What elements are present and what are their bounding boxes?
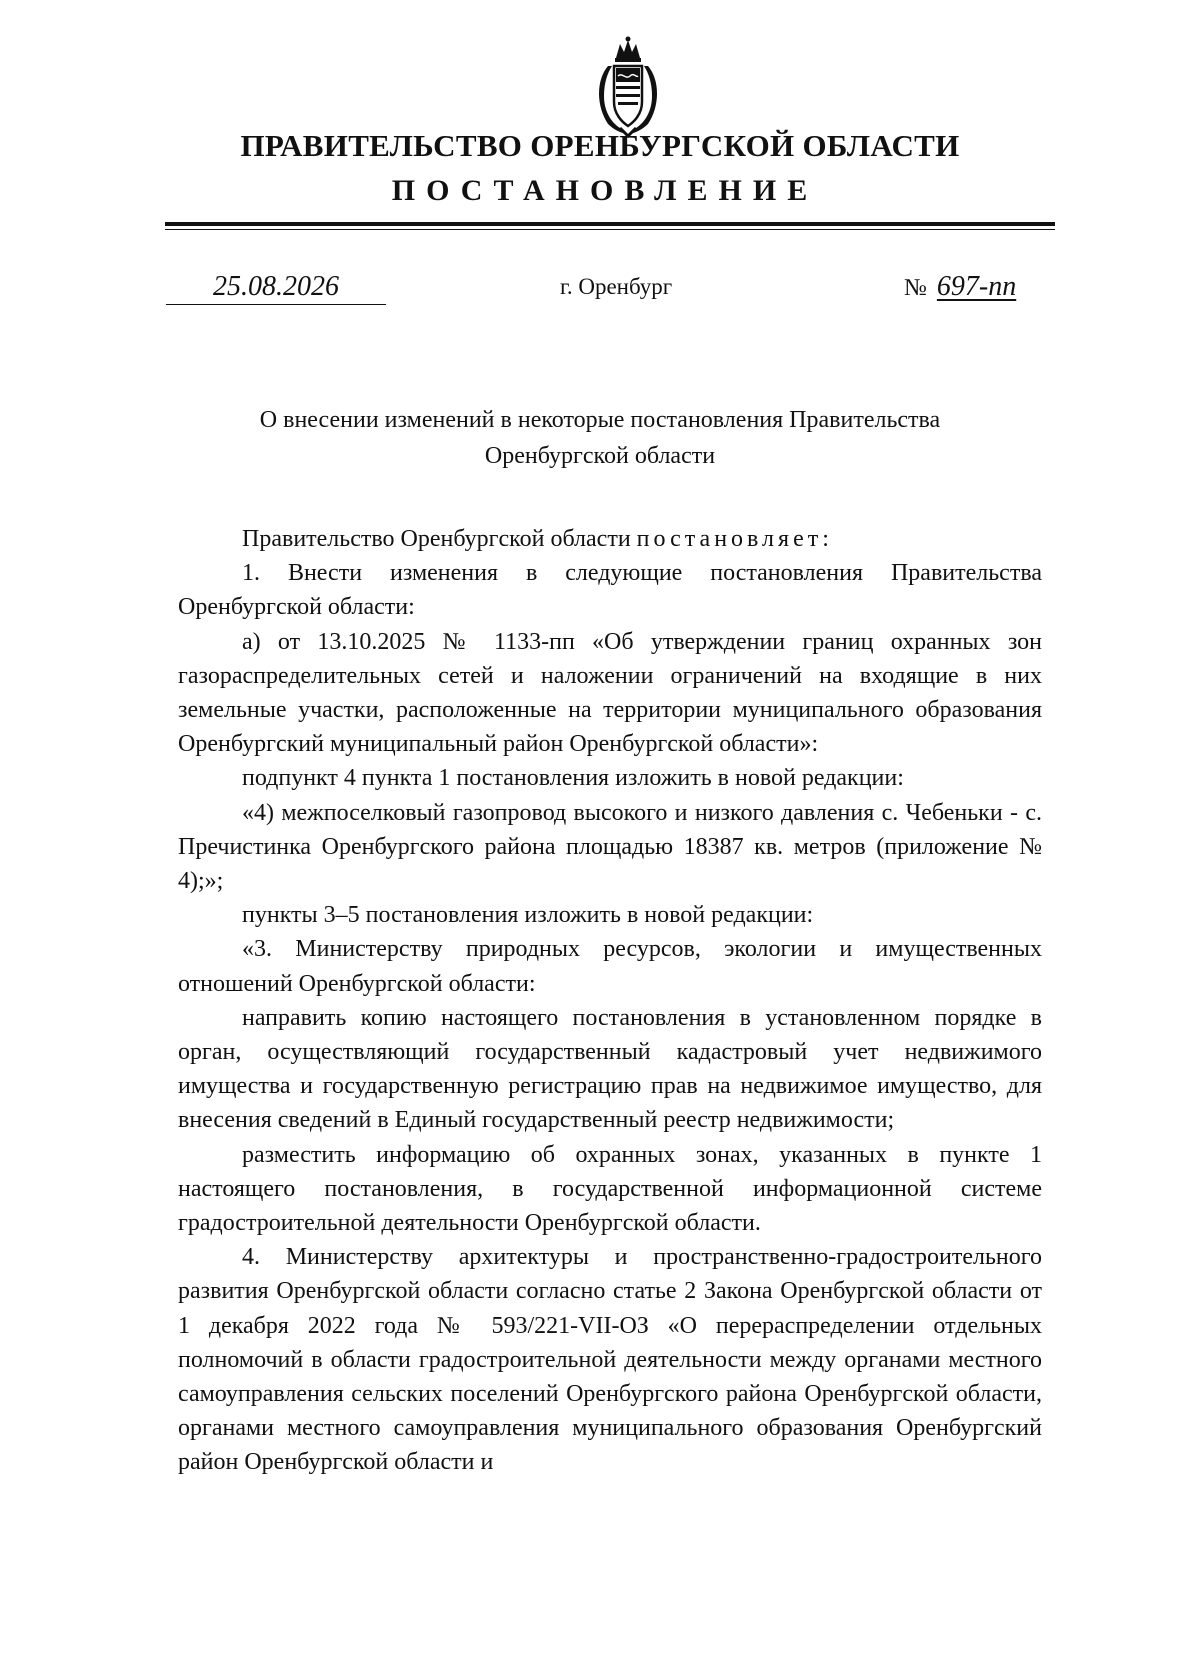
number-sign: № [904,275,927,301]
document-body [178,522,1042,1480]
preamble-verb: постановляет: [636,526,833,552]
document-city: г. Оренбург [560,274,673,299]
paragraph: «3. Министерству природных ресурсов, экологии и имущественных отношений Оренбургской области: [178,936,1042,997]
paragraph: подпункт 4 пункта 1 постановления изложить в новой редакции: [242,765,904,792]
header-divider-thin [165,229,1055,230]
document-subject: О внесении изменений в некоторые постановления Правительства Оренбургской области [259,407,941,469]
document-type: ПОСТАНОВЛЕНИЕ [391,174,819,207]
paragraph: направить копию настоящего постановления в установленном порядке в орган, осуществляющий государственный кадастровый учет недвижимого имущества и государственную регистрацию прав на недвижимое имущество, для внесения сведений в Единый государственный реестр недвижимости; [178,1004,1042,1134]
preamble [178,522,1042,556]
coat-of-arms-icon [590,36,666,138]
organization-title: ПРАВИТЕЛЬСТВО ОРЕНБУРГСКОЙ ОБЛАСТИ [240,128,960,163]
paragraph: 4. Министерству архитектуры и пространственно-градостроительного развития Оренбургской области согласно статье 2 Закона Оренбургской области от 1 декабря 2022 года № 593/221-VII-ОЗ «О перераспределении отдельных полномочий в области градостроительной деятельности между органами местного самоуправления сельских поселений Оренбургского района Оренбургской области, органами местного самоуправления муниципального образования Оренбургский район Оренбургской области и [178,1244,1042,1476]
document-date: 25.08.2026 [166,270,386,305]
paragraph: а) от 13.10.2025 № 1133-пп «Об утверждении границ охранных зон газораспределительных сетей и наложении ограничений на входящие в них земельные участки, расположенные на территории муниципального образования Оренбургский муниципальный район Оренбургской области»: [178,628,1042,758]
header-divider-thick [165,222,1055,226]
document-number: 697-пп [936,271,1017,302]
paragraph: 1. Внести изменения в следующие постановления Правительства Оренбургской области: [178,560,1042,621]
paragraph: «4) межпоселковый газопровод высокого и низкого давления с. Чебеньки - с. Пречистинка Оренбургского района площадью 18387 кв. метров (приложение № 4);»; [178,799,1042,895]
preamble-text: Правительство Оренбургской области [242,526,637,552]
paragraph: пункты 3–5 постановления изложить в новой редакции: [242,902,814,929]
paragraph: разместить информацию об охранных зонах, указанных в пункте 1 настоящего постановления, в государственной информационной системе градостроительной деятельности Оренбургской области. [178,1141,1042,1237]
document-number-block [904,270,1016,305]
